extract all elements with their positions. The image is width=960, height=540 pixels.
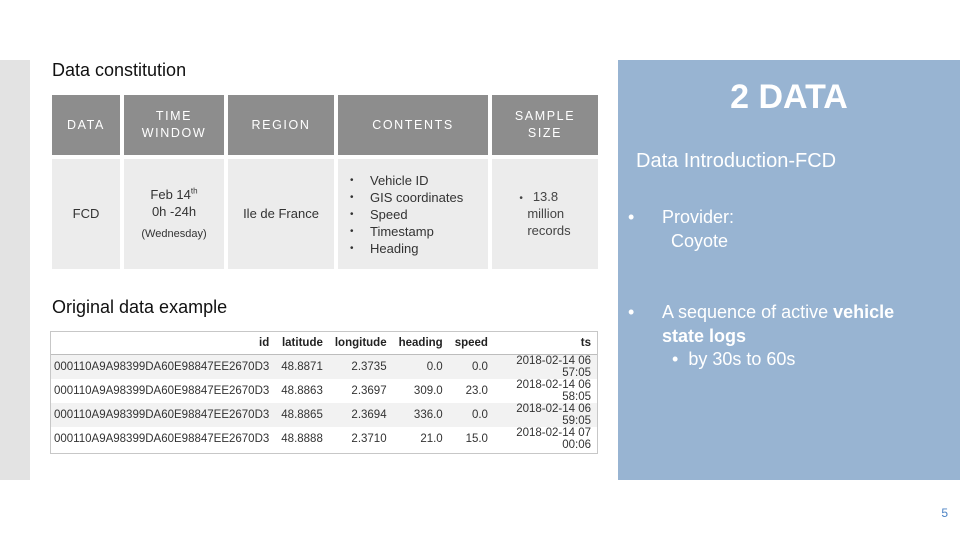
section-title: 2 DATA [730, 78, 848, 116]
contents-list [350, 172, 463, 257]
table-cell: 2.3694 [329, 403, 393, 427]
column-header-id: id [51, 332, 275, 355]
table-cell: 23.0 [465, 385, 488, 397]
provider-bullet [628, 205, 938, 253]
interval-text: by 30s to 60s [688, 349, 796, 369]
table-cell: 0.0 [449, 355, 494, 380]
table-cell: 000110A9A98399DA60E98847EE2670D3 [51, 355, 275, 380]
header-time-window-line1: TIME [155, 109, 193, 124]
table-cell: 000110A9A98399DA60E98847EE2670D3 [51, 403, 275, 427]
contents-item: • GIS coordinates [350, 189, 463, 206]
table-cell: 000110A9A98399DA60E98847EE2670D3 [54, 385, 270, 397]
sequence-bullet [628, 300, 938, 348]
table-cell: 48.8871 [275, 355, 329, 380]
table-cell: 309.0 [413, 385, 443, 397]
time-date: Feb 14 [150, 187, 191, 203]
header-time-window [124, 95, 224, 155]
cell-region: Ile de France [228, 159, 334, 269]
data-constitution-title: Data constitution [52, 60, 187, 80]
table-cell: 2.3697 [351, 385, 387, 397]
contents-item: • Speed [350, 206, 463, 223]
header-time-window-line2: WINDOW [141, 126, 207, 140]
provider-value: Coyote [671, 231, 729, 251]
column-header-longitude: longitude [329, 332, 393, 355]
contents-item: • Timestamp [350, 223, 463, 240]
time-line3: (Wednesday) [141, 227, 207, 240]
cell-time-window [124, 159, 224, 269]
column-header-speed: speed [449, 332, 494, 355]
header-sample-size [492, 95, 598, 155]
header-data: DATA [52, 95, 120, 155]
table-cell: 2018-02-14 07 00:06 [516, 427, 591, 451]
header-sample-size-line1: SAMPLE [514, 109, 576, 124]
table-cell: 2.3735 [329, 355, 393, 380]
time-line1 [150, 187, 197, 202]
cell-sample-size [492, 159, 598, 269]
bullet-icon: • [519, 193, 523, 204]
provider-label: Provider: [662, 207, 735, 227]
table-row [51, 403, 597, 427]
table-row [51, 427, 597, 451]
header-region: REGION [228, 95, 334, 155]
table-cell: 48.8888 [281, 433, 323, 445]
cell-data-fcd: FCD [52, 159, 120, 269]
table-cell: 48.8863 [281, 385, 323, 397]
table-cell: 2018-02-14 06 58:05 [516, 379, 591, 403]
time-line2: 0h -24h [151, 204, 197, 220]
data-example-table [50, 331, 598, 454]
bullet-icon: • [628, 302, 635, 322]
original-data-example-title: Original data example [52, 297, 228, 317]
time-date-suffix: th [190, 186, 198, 196]
table-cell: 336.0 [393, 403, 449, 427]
header-sample-size-line2: SIZE [527, 126, 563, 140]
sequence-text [662, 300, 938, 348]
interval-sub-bullet [672, 349, 795, 370]
right-info-panel [618, 60, 960, 480]
bullet-icon: • [628, 207, 635, 227]
sequence-text-bold: vehicle [833, 302, 895, 322]
table-row [51, 355, 597, 380]
column-header-ts: ts [494, 332, 597, 355]
column-header-latitude: latitude [275, 332, 329, 355]
column-header-heading: heading [393, 332, 449, 355]
sample-value: 13.8 [532, 189, 559, 204]
sequence-text-plain: A sequence of active [662, 302, 829, 322]
sample-line1 [519, 189, 558, 204]
sequence-text-bold-2: state logs [662, 326, 747, 346]
contents-item: • Vehicle ID [350, 172, 463, 189]
table-cell: 2.3710 [351, 433, 387, 445]
contents-item: • Heading [350, 240, 463, 257]
table-cell: 0.0 [393, 355, 449, 380]
table-cell: 0.0 [449, 403, 494, 427]
table-cell: 2018-02-14 06 59:05 [494, 403, 597, 427]
table-cell: 21.0 [420, 433, 443, 445]
cell-contents [338, 159, 488, 269]
page-number: 5 [941, 506, 948, 520]
table-cell: 000110A9A98399DA60E98847EE2670D3 [54, 433, 270, 445]
table-cell: 48.8865 [275, 403, 329, 427]
left-decorative-strip [0, 60, 30, 480]
sample-line3: records [527, 222, 571, 238]
table-row [51, 379, 597, 403]
header-contents: CONTENTS [338, 95, 488, 155]
bullet-icon: • [672, 349, 679, 369]
table-cell: 15.0 [465, 433, 488, 445]
table-cell: 2018-02-14 06 57:05 [494, 355, 597, 380]
data-introduction-heading: Data Introduction-FCD [636, 150, 837, 172]
table-header-row [51, 332, 597, 355]
sample-line2: million [527, 205, 565, 221]
